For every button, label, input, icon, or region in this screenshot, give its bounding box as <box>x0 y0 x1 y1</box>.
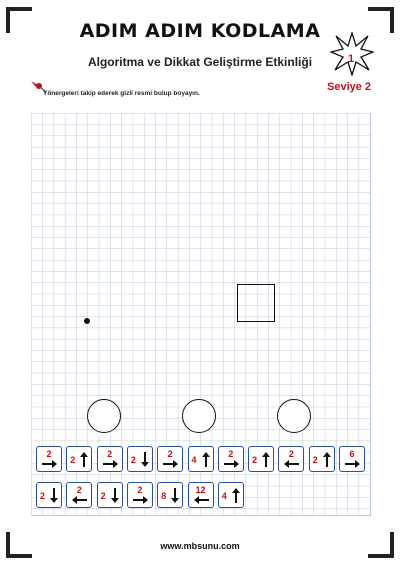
arrow-up-icon <box>232 488 240 503</box>
code-card <box>218 482 244 508</box>
step-count: 4 <box>221 491 227 501</box>
square-shape <box>237 284 275 322</box>
code-card <box>127 482 153 508</box>
step-count: 2 <box>252 455 258 465</box>
step-count: 6 <box>349 449 355 459</box>
code-card <box>97 446 123 472</box>
step-count: 2 <box>288 449 294 459</box>
page-title: ADIM ADIM KODLAMA <box>79 20 321 42</box>
code-card <box>36 446 62 472</box>
code-card <box>278 446 304 472</box>
arrow-left-icon <box>194 496 209 504</box>
code-card <box>36 482 62 508</box>
code-card <box>66 482 92 508</box>
circle-shape <box>87 399 121 433</box>
start-dot <box>84 318 90 324</box>
step-count: 2 <box>130 455 136 465</box>
instruction-text: Yönergeleri takip ederek gizli resmi bulup boyayın. <box>43 90 200 97</box>
code-card <box>188 482 214 508</box>
step-count: 2 <box>137 485 143 495</box>
footer-site: www.mbsunu.com <box>160 541 240 551</box>
step-count: 2 <box>228 449 234 459</box>
code-card <box>218 446 244 472</box>
arrow-down-icon <box>111 488 119 503</box>
arrow-down-icon <box>50 488 58 503</box>
arrow-up-icon <box>202 452 210 467</box>
arrow-up-icon <box>323 452 331 467</box>
arrow-right-icon <box>103 460 118 468</box>
arrow-right-icon <box>42 460 57 468</box>
arrow-up-icon <box>262 452 270 467</box>
step-count: 2 <box>70 455 76 465</box>
arrow-left-icon <box>284 460 299 468</box>
code-card <box>157 482 183 508</box>
circle-shape <box>277 399 311 433</box>
arrow-down-icon <box>141 452 149 467</box>
code-card <box>97 482 123 508</box>
code-card <box>309 446 335 472</box>
arrow-left-icon <box>72 496 87 504</box>
step-count: 2 <box>46 449 52 459</box>
code-card <box>157 446 183 472</box>
arrow-up-icon <box>80 452 88 467</box>
code-card <box>66 446 92 472</box>
arrow-right-icon <box>345 460 360 468</box>
step-count: 2 <box>312 455 318 465</box>
step-count: 2 <box>167 449 173 459</box>
arrow-right-icon <box>133 496 148 504</box>
arrow-down-icon <box>171 488 179 503</box>
step-count: 2 <box>40 491 46 501</box>
step-count: 2 <box>100 491 106 501</box>
code-card <box>339 446 365 472</box>
page-subtitle: Algoritma ve Dikkat Geliştirme Etkinliği <box>87 55 313 69</box>
level-label: Seviye 2 <box>327 81 372 93</box>
step-count: 8 <box>161 491 167 501</box>
step-count: 2 <box>76 485 82 495</box>
step-count: 12 <box>195 485 206 495</box>
arrow-right-icon <box>224 460 239 468</box>
circle-shape <box>182 399 216 433</box>
code-card <box>248 446 274 472</box>
code-card <box>127 446 153 472</box>
step-count: 2 <box>107 449 113 459</box>
level-number: 1 <box>347 53 355 65</box>
arrow-right-icon <box>163 460 178 468</box>
step-count: 4 <box>191 455 197 465</box>
code-card <box>188 446 214 472</box>
